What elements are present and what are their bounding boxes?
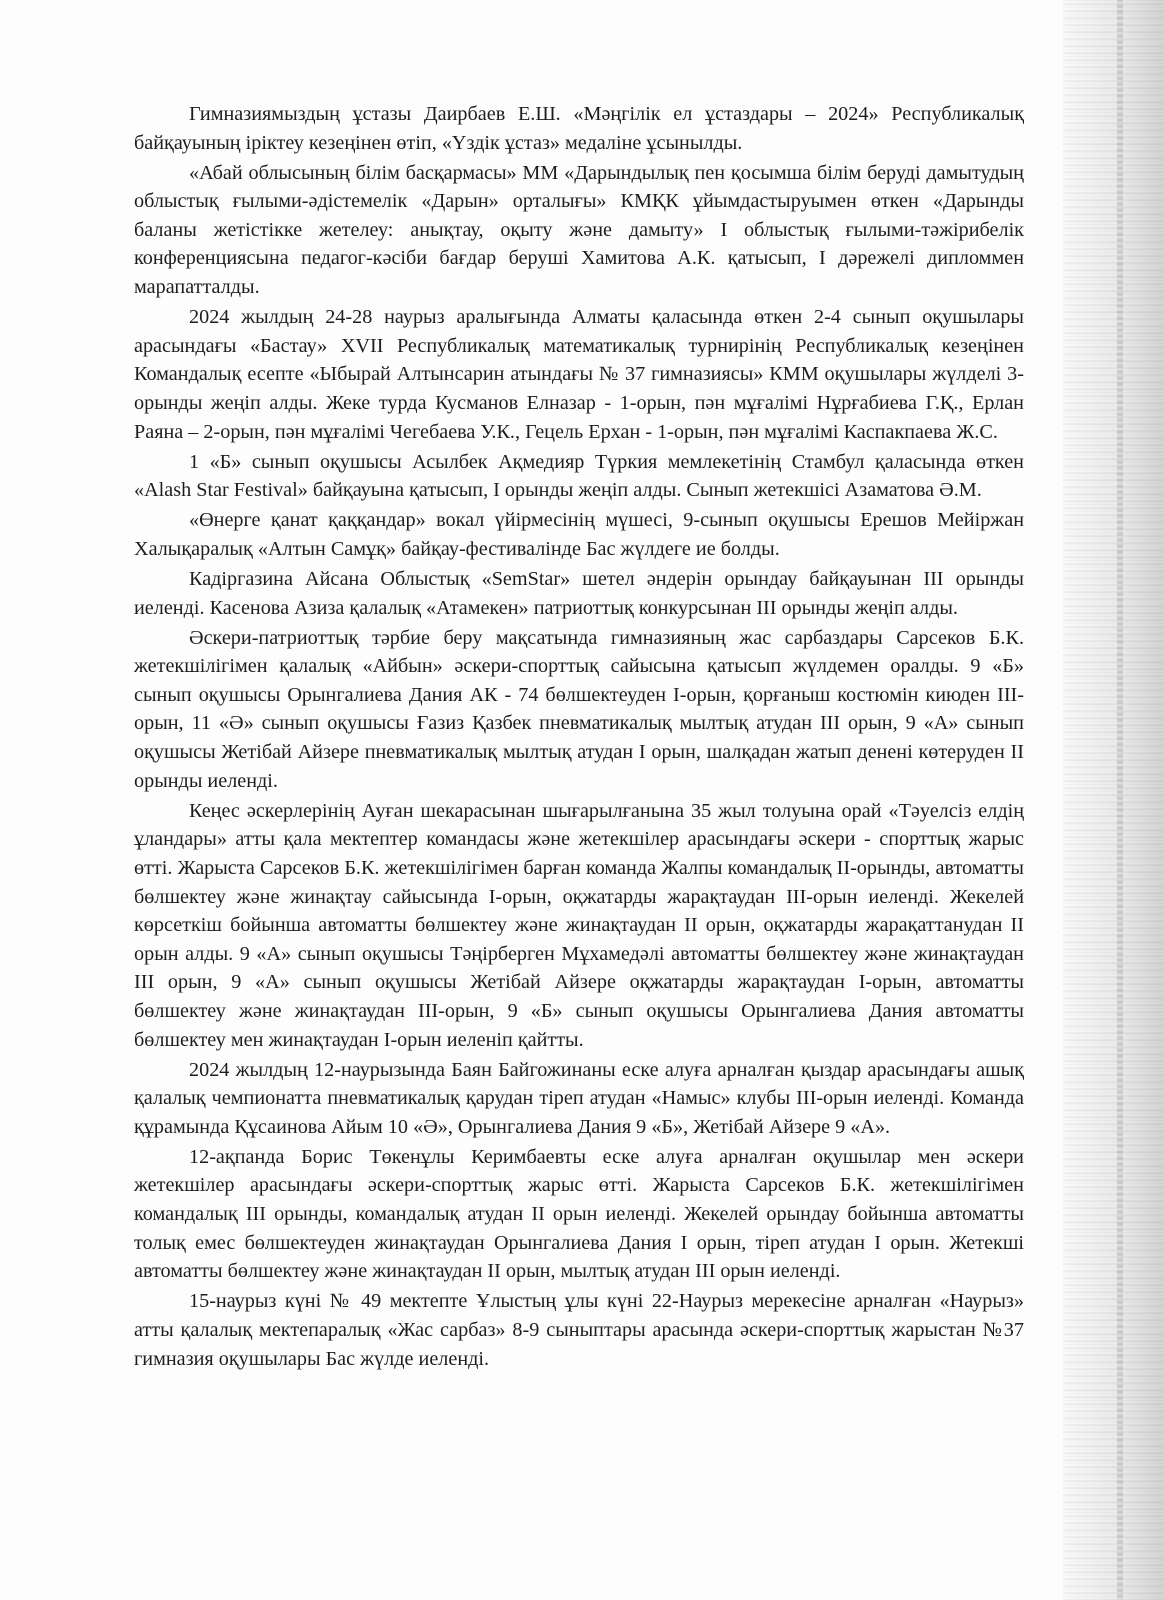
scan-edge-shadow — [1063, 0, 1163, 1600]
paragraph: 1 «Б» сынып оқушысы Асылбек Ақмедияр Түркия мемлекетінің Стамбул қаласында өткен «Alash Star Festival» байқауына қатысып, І орынды жеңіп алды. Сынып жетекшісі Азаматова Ә.М. — [134, 450, 1024, 502]
paragraph: Кадіргазина Айсана Облыстық «SemStar» шетел әндерін орындау байқауынан ІІІ орынды иеленді. Касенова Азиза қалалық «Атамекен» патриоттық конкурсынан ІІІ орынды жеңіп алды. — [134, 568, 1024, 619]
paragraph: 12-ақпанда Борис Төкенұлы Керимбаевты еске алуға арналған оқушылар мен әскери жетекшілер арасындағы әскери-спорттық жарыс өтті. Жарыста Сарсеков Б.К. жетекшілігімен командалық ІІІ орынды, командалық атудан ІІ орын иеленді. Жекелей орындау бойынша автоматты толық емес бөлшектеуден жинақтаудан Орынгалиева Дания І орын, тіреп атудан І орын. Жетекші автоматты бөлшектеу және жинақтаудан ІІ орын, мылтық атудан ІІІ орын иеленді. — [134, 1145, 1024, 1283]
paragraph: Гимназиямыздың ұстазы Даирбаев Е.Ш. «Мәңгілік ел ұстаздары – 2024» Республикалық байқауының іріктеу кезеңінен өтіп, «Үздік ұстаз» медаліне ұсынылды. — [134, 103, 1024, 154]
paragraph: 15-наурыз күні № 49 мектепте Ұлыстың ұлы күні 22-Наурыз мерекесіне арналған «Наурыз» атты қалалық мектепаралық «Жас сарбаз» 8-9 сыныптары арасында әскери-спорттық жарыстан №37 гимназия оқушылары Бас жүлде иеленді. — [134, 1290, 1024, 1370]
paragraph: 2024 жылдың 24-28 наурыз аралығында Алматы қаласында өткен 2-4 сынып оқушылары арасындағы «Бастау» XVII Республикалық математикалық турнирінің Республикалық кезеңінен Командалық есепте «Ыбырай Алтынсарин атындағы № 37 гимназиясы» КММ оқушылары жүлделі 3-орынды жеңіп алды. Жеке турда Кусманов Елназар - 1-орын, пән мұғалімі Нұрғабиева Г.Қ., Ерлан Раяна – 2-орын, пән мұғалімі Чегебаева У.К., Гецель Ерхан - 1-орын, пән мұғалімі Каспакпаева Ж.С. — [134, 306, 1024, 443]
paragraph: Әскери-патриоттық тәрбие беру мақсатында гимназияның жас сарбаздары Сарсеков Б.К. жетекшілігімен қалалық «Айбын» әскери-спорттық сайысына қатысып жүлдемен оралды. 9 «Б» сынып оқушысы Орынгалиева Дания АК - 74 бөлшектеуден І-орын, қорғаныш костюмін киюден ІІІ-орын, 11 «Ә» сынып оқушысы Ғазиз Қазбек пневматикалық мылтық атудан ІІІ орын, 9 «А» сынып оқушысы Жетібай Айзере пневматикалық мылтық атудан І орын, шалқадан жатып денені көтеруден ІІ орынды иеленді. — [134, 626, 1024, 792]
paragraph: «Абай облысының білім басқармасы» ММ «Дарындылық пен қосымша білім беруді дамытудың облыстық ғылыми-әдістемелік «Дарын» орталығы» КМҚК ұйымдастыруымен өткен «Дарынды баланы жетістікке жетелеу: анықтау, оқыту және дамыту» І облыстық ғылыми-тәжірибелік конференциясына педагог-кәсіби бағдар беруші Хамитова А.К. қатысып, І дәрежелі дипломмен марапатталды. — [134, 161, 1024, 299]
paragraph: Кеңес әскерлерінің Ауған шекарасынан шығарылғанына 35 жыл толуына орай «Тәуелсіз елдің ұландары» атты қала мектептер командасы және жетекшілер арасындағы әскери - спорттық жарыс өтті. Жарыста Сарсеков Б.К. жетекшілігімен барған команда Жалпы командалық ІІ-орынды, автоматты бөлшектеу және жинақтау сайысында І-орын, оқжатарды жарақтаудан ІІІ-орын иеленді. Жекелей көрсеткіш бойынша автоматты бөлшектеу және жинақтаудан ІІ орын, оқжатарды жарақаттанудан ІІ орын алды. 9 «А» сынып оқушысы Тәңірберген Мұхамедәлі автоматты бөлшектеу және жинақтаудан ІІІ орын, 9 «А» сынып оқушысы Жетібай Айзере оқжатарды жарақтаудан І-орын, автоматты бөлшектеу және жинақтаудан ІІІ-орын, 9 «Б» сынып оқушысы Орынгалиева Дания автоматты бөлшектеу мен жинақтаудан І-орын иеленіп қайтты. — [134, 799, 1024, 1051]
paragraph: 2024 жылдың 12-наурызында Баян Байгожинаны еске алуға арналған қыздар арасындағы ашық қалалық чемпионатта пневматикалық қарудан тіреп атудан «Намыс» клубы ІІІ-орын иеленді. Команда құрамында Құсаинова Айым 10 «Ә», Орынгалиева Дания 9 «Б», Жетібай Айзере 9 «А». — [134, 1058, 1024, 1138]
scan-edge-line — [1117, 0, 1123, 1600]
document-body — [134, 100, 1024, 1375]
paragraph: «Өнерге қанат қаққандар» вокал үйірмесінің мүшесі, 9-сынып оқушысы Ерешов Мейіржан Халықаралық «Алтын Самұқ» байқау-фестивалінде Бас жүлдеге ие болды. — [134, 509, 1024, 560]
